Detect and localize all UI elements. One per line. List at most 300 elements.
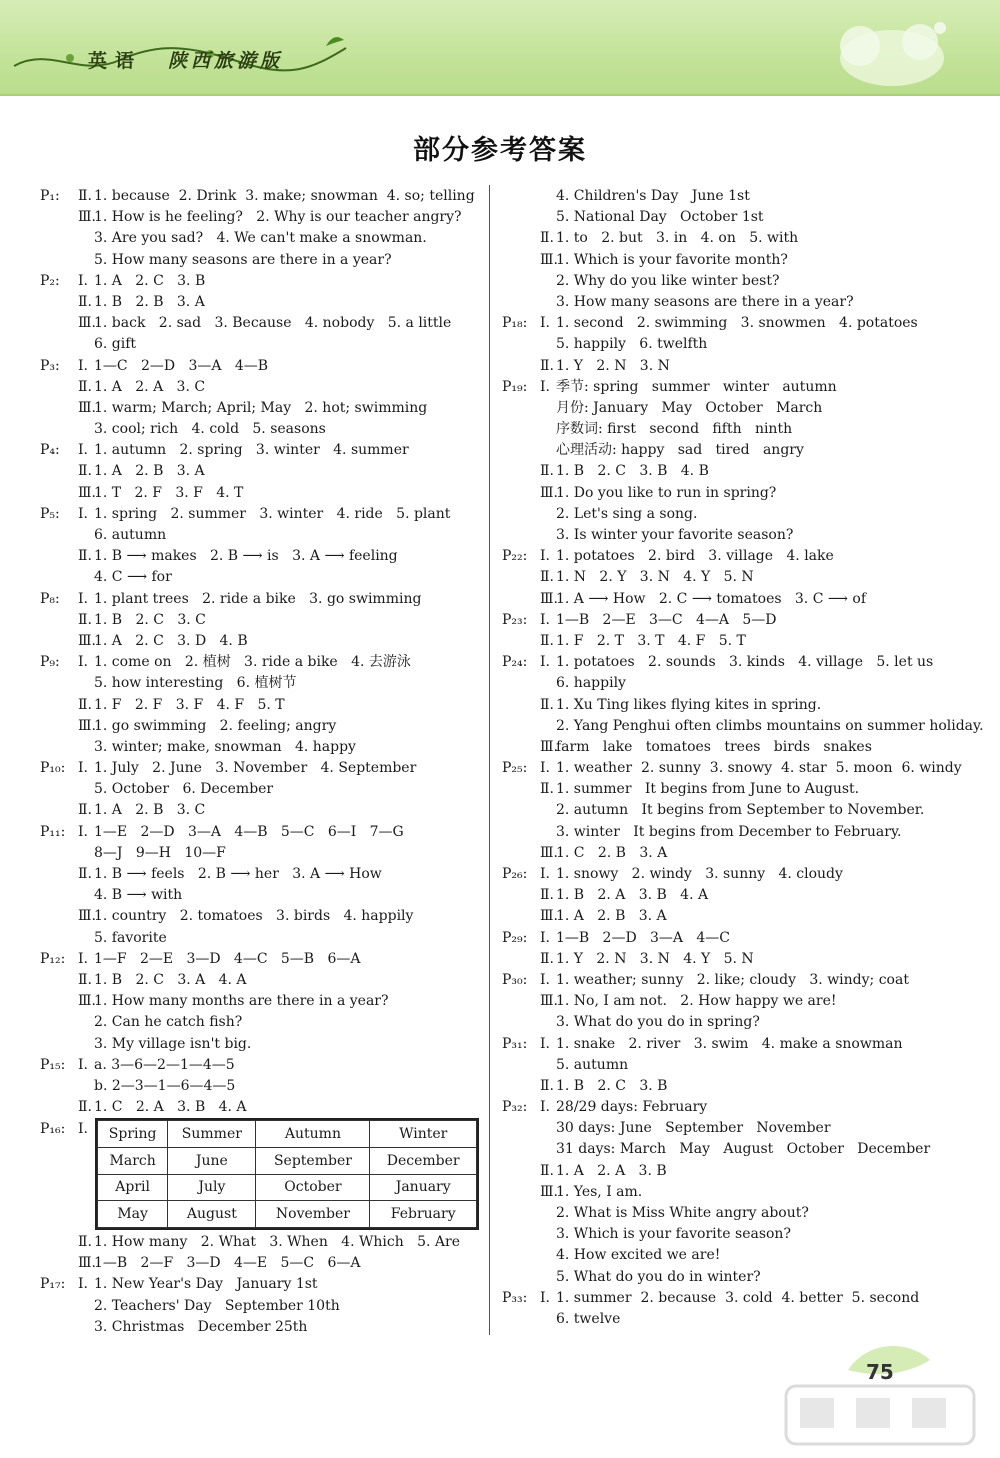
answer-line	[40, 800, 480, 821]
answer-line	[40, 250, 480, 271]
section-numeral: Ⅲ.	[540, 484, 558, 501]
answer-text: 1. T 2. F 3. F 4. T	[94, 484, 244, 501]
answer-text: 5. autumn	[556, 1056, 629, 1073]
answer-line	[40, 1076, 480, 1097]
answer-line	[40, 652, 480, 673]
section-numeral: Ⅱ.	[540, 1077, 554, 1094]
page-ref: P₁₀:	[40, 760, 66, 777]
section-numeral: Ⅲ.	[78, 632, 96, 649]
answer-line	[502, 758, 972, 779]
answer-line	[40, 695, 480, 716]
page-ref: P₂₂:	[502, 548, 528, 565]
table-row	[98, 1174, 477, 1201]
section-numeral: Ⅱ.	[78, 802, 92, 819]
section-numeral: Ⅱ.	[78, 866, 92, 882]
table-cell: April	[98, 1174, 168, 1201]
answer-line	[502, 334, 972, 355]
answer-line	[502, 610, 972, 631]
answer-text: 5. How many seasons are there in a year?	[94, 251, 392, 268]
season-table	[95, 1118, 479, 1230]
page-ref: P₂₆:	[502, 866, 528, 882]
answer-text: 3. How many seasons are there in a year?	[556, 293, 854, 310]
answer-line	[502, 1309, 972, 1330]
answer-text: 1. A 2. C 3. D 4. B	[94, 632, 248, 649]
page-ref: P₂:	[40, 272, 60, 289]
answer-text: 1. potatoes 2. sounds 3. kinds 4. village 5. let us	[556, 654, 934, 671]
answer-text: 1. snake 2. river 3. swim 4. make a snowman	[556, 1035, 903, 1052]
answer-line	[40, 1012, 480, 1033]
section-numeral: Ⅱ.	[540, 781, 554, 798]
answer-line	[502, 822, 972, 843]
section-numeral: Ⅰ.	[78, 823, 88, 840]
answer-line	[40, 779, 480, 800]
page-ref: P₉:	[40, 654, 60, 671]
answer-line	[502, 949, 972, 970]
section-numeral: Ⅲ.	[540, 738, 558, 755]
page-ref: P₃:	[40, 357, 60, 374]
answer-text: 8—J 9—H 10—F	[94, 844, 226, 861]
section-numeral: Ⅲ.	[540, 993, 558, 1010]
answer-line	[40, 1253, 480, 1274]
section-numeral: Ⅲ.	[540, 908, 558, 925]
answer-text: 3. Are you sad? 4. We can't make a snowman.	[94, 230, 427, 247]
answer-text: 1. to 2. but 3. in 4. on 5. with	[556, 230, 799, 247]
section-numeral: Ⅰ.	[540, 378, 550, 395]
answer-line	[502, 1288, 972, 1309]
answer-text: 1. B 2. A 3. B 4. A	[556, 887, 709, 904]
section-numeral: Ⅰ.	[78, 590, 88, 607]
answer-text: 1. C 2. A 3. B 4. A	[94, 1099, 247, 1116]
answer-line	[40, 1296, 480, 1317]
answer-text: 1. B ⟶ makes 2. B ⟶ is 3. A ⟶ feeling	[94, 548, 398, 565]
answer-line	[40, 292, 480, 313]
section-numeral: Ⅲ.	[78, 315, 96, 332]
section-numeral: Ⅰ.	[540, 1035, 550, 1052]
section-numeral: Ⅲ.	[540, 844, 558, 861]
section-numeral: Ⅰ.	[540, 866, 550, 882]
answer-text: 1. country 2. tomatoes 3. birds 4. happily	[94, 908, 414, 925]
answer-line	[502, 1139, 972, 1160]
answer-text: 6. autumn	[94, 527, 167, 543]
answer-text: 1. No, I am not. 2. How happy we are!	[556, 993, 837, 1010]
answer-line	[40, 334, 480, 355]
section-numeral: Ⅰ.	[540, 654, 550, 671]
answer-text: 序数词: first second fifth ninth	[556, 421, 793, 438]
section-numeral: Ⅰ.	[540, 971, 550, 988]
answer-line	[40, 207, 480, 228]
column-divider	[489, 185, 490, 1335]
edition-label: 陕西旅游版	[168, 50, 284, 72]
section-numeral: Ⅱ.	[540, 696, 554, 713]
section-numeral: Ⅱ.	[540, 357, 554, 374]
page-ref: P₃₃:	[502, 1289, 528, 1306]
answer-text: 31 days: March May August October December	[556, 1141, 931, 1158]
answer-text: 2. autumn It begins from September to November.	[556, 802, 925, 819]
answer-line	[502, 186, 972, 207]
left-answer-column	[40, 186, 480, 1118]
page-ref: P₃₁:	[502, 1035, 528, 1052]
answer-text: 1. Y 2. N 3. N 4. Y 5. N	[556, 950, 754, 967]
answer-line	[40, 885, 480, 906]
table-row	[98, 1121, 477, 1148]
watermark-logo-icon	[780, 1380, 980, 1450]
page-title: 部分参考答案	[413, 135, 587, 166]
section-numeral: Ⅰ.	[78, 950, 88, 967]
answer-text: 1. A 2. A 3. B	[556, 1162, 667, 1179]
page-ref: P₃₂:	[502, 1099, 528, 1116]
answer-text: 1. B 2. B 3. A	[94, 293, 205, 310]
answer-text: 1. July 2. June 3. November 4. September	[94, 760, 417, 777]
answer-text: 1. How many months are there in a year?	[94, 993, 389, 1010]
answer-text: 1. B ⟶ feels 2. B ⟶ her 3. A ⟶ How	[94, 866, 382, 882]
answer-line	[40, 546, 480, 567]
answer-text: 1. potatoes 2. bird 3. village 4. lake	[556, 548, 834, 565]
answer-line	[502, 800, 972, 821]
answer-text: 1. autumn 2. spring 3. winter 4. summer	[94, 442, 409, 459]
section-numeral: Ⅱ.	[78, 293, 92, 310]
answer-line	[40, 1034, 480, 1055]
answer-line	[40, 610, 480, 631]
page-ref: P₂₃:	[502, 611, 528, 628]
page-ref: P₁₈:	[502, 315, 528, 332]
section-numeral: Ⅰ.	[540, 760, 550, 777]
answer-text: 1. summer It begins from June to August.	[556, 781, 860, 798]
answer-text: 3. My village isn't big.	[94, 1035, 252, 1052]
answer-text: 1. back 2. sad 3. Because 4. nobody 5. a little	[94, 315, 452, 332]
answer-text: 2. Teachers' Day September 10th	[94, 1297, 340, 1314]
answer-text: 1. F 2. F 3. F 4. F 5. T	[94, 696, 285, 713]
section-numeral: Ⅰ.	[78, 1056, 88, 1073]
answer-line	[502, 673, 972, 694]
answer-text: 季节: spring summer winter autumn	[556, 378, 837, 395]
section-numeral: Ⅰ.	[78, 505, 88, 522]
answer-line	[502, 398, 972, 419]
answer-text: 28/29 days: February	[556, 1099, 708, 1116]
answer-text: 2. Yang Penghui often climbs mountains on summer holiday.	[556, 717, 984, 734]
answer-line	[40, 525, 480, 546]
answer-line	[502, 567, 972, 588]
answer-line	[40, 504, 480, 525]
answer-line	[40, 737, 480, 758]
answer-line	[502, 504, 972, 525]
answer-text: 1. A ⟶ How 2. C ⟶ tomatoes 3. C ⟶ of	[556, 590, 867, 607]
answer-text: 1. A 2. B 3. C	[94, 802, 206, 819]
answer-text: b. 2—3—1—6—4—5	[94, 1077, 236, 1094]
page-ref: P₁₅:	[40, 1056, 66, 1073]
answer-line	[40, 949, 480, 970]
section-numeral: Ⅰ.	[540, 548, 550, 565]
answer-line	[502, 1182, 972, 1203]
answer-line	[502, 1118, 972, 1139]
answer-text: 3. winter; make, snowman 4. happy	[94, 738, 356, 755]
answer-text: 3. Which is your favorite season?	[556, 1226, 791, 1243]
section-numeral: Ⅱ.	[540, 632, 554, 649]
answer-line	[502, 356, 972, 377]
table-cell: Spring	[98, 1121, 168, 1148]
table-cell: September	[256, 1147, 370, 1174]
answer-text: 1. A 2. B 3. A	[556, 908, 667, 925]
answer-text: 1. snowy 2. windy 3. sunny 4. cloudy	[556, 866, 843, 882]
answer-line	[502, 652, 972, 673]
answer-text: 1. New Year's Day January 1st	[94, 1276, 318, 1293]
answer-line	[40, 186, 480, 207]
section-numeral: Ⅰ.	[78, 272, 88, 289]
answer-line	[40, 228, 480, 249]
answer-text: 3. cool; rich 4. cold 5. seasons	[94, 421, 326, 438]
answer-text: 1. because 2. Drink 3. make; snowman 4. so; telling	[94, 188, 475, 204]
section-numeral: Ⅱ.	[78, 1234, 92, 1250]
answer-text: 1. summer 2. because 3. cold 4. better 5. second	[556, 1289, 920, 1306]
answer-line	[502, 207, 972, 228]
answer-text: 1. B 2. C 3. A 4. A	[94, 971, 247, 988]
table-cell: May	[98, 1201, 168, 1228]
answer-text: 1. Do you like to run in spring?	[556, 484, 777, 501]
answer-text: 3. Is winter your favorite season?	[556, 527, 794, 543]
answer-line	[40, 864, 480, 885]
answer-text: 1. plant trees 2. ride a bike 3. go swimming	[94, 590, 422, 607]
answer-line	[40, 1274, 480, 1295]
answer-line	[502, 737, 972, 758]
table-row	[98, 1147, 477, 1174]
answer-line	[502, 419, 972, 440]
page-ref: P₂₅:	[502, 760, 528, 777]
section-numeral: Ⅲ.	[540, 1183, 558, 1200]
answer-text: 6. happily	[556, 675, 626, 692]
section-numeral: Ⅲ.	[78, 209, 96, 226]
answer-text: 3. What do you do in spring?	[556, 1014, 760, 1031]
answer-text: farm lake tomatoes trees birds snakes	[556, 738, 872, 755]
section-numeral: Ⅱ.	[78, 1099, 92, 1116]
answer-line	[502, 1267, 972, 1288]
answer-text: 1. weather; sunny 2. like; cloudy 3. windy; coat	[556, 971, 909, 988]
answer-line	[502, 1076, 972, 1097]
answer-text: 3. Christmas December 25th	[94, 1318, 308, 1335]
answer-line	[502, 1012, 972, 1033]
answer-text: 1. A 2. C 3. B	[94, 272, 206, 289]
answer-line	[502, 589, 972, 610]
answer-line	[40, 991, 480, 1012]
section-numeral: Ⅰ.	[78, 357, 88, 374]
answer-line	[502, 1203, 972, 1224]
answer-line	[40, 843, 480, 864]
cloud-decoration-icon	[810, 8, 970, 92]
answer-line	[502, 695, 972, 716]
answer-text: 1. F 2. T 3. T 4. F 5. T	[556, 632, 746, 649]
answer-line	[502, 1097, 972, 1118]
answer-text: 1—F 2—E 3—D 4—C 5—B 6—A	[94, 950, 361, 967]
section-numeral: Ⅰ.	[540, 611, 550, 628]
answer-line	[502, 377, 972, 398]
answer-line	[502, 1034, 972, 1055]
answer-text: 30 days: June September November	[556, 1120, 831, 1137]
table-cell: February	[370, 1201, 477, 1228]
answer-line	[502, 928, 972, 949]
page-ref: P₁₇:	[40, 1276, 66, 1293]
answer-line	[40, 271, 480, 292]
answer-text: a. 3—6—2—1—4—5	[94, 1056, 235, 1073]
answer-text: 1. B 2. C 3. C	[94, 611, 206, 628]
answer-text: 心理活动: happy sad tired angry	[556, 442, 804, 459]
answer-line	[502, 250, 972, 271]
section-numeral: Ⅲ.	[78, 1255, 96, 1272]
section-numeral: Ⅱ.	[78, 696, 92, 713]
answer-line	[40, 419, 480, 440]
right-answer-column	[502, 186, 984, 1330]
answer-text: 1. C 2. B 3. A	[556, 844, 668, 861]
section-numeral: Ⅰ.	[78, 442, 88, 459]
answer-line	[40, 461, 480, 482]
answer-text: 4. C ⟶ for	[94, 569, 172, 586]
table-cell: January	[370, 1174, 477, 1201]
answer-line	[40, 673, 480, 694]
answer-text: 1. B 2. C 3. B 4. B	[556, 463, 709, 480]
section-numeral: Ⅰ.	[540, 1289, 550, 1306]
answer-line	[502, 716, 984, 737]
answer-line	[502, 843, 972, 864]
section-numeral: Ⅱ.	[78, 378, 92, 395]
answer-line	[502, 885, 972, 906]
answer-text: 1. N 2. Y 3. N 4. Y 5. N	[556, 569, 754, 586]
answer-text: 1—B 2—E 3—C 4—A 5—D	[556, 611, 777, 628]
page-ref: P₄:	[40, 442, 60, 459]
page-ref: P₃₀:	[502, 971, 528, 988]
answer-text: 4. Children's Day June 1st	[556, 188, 750, 204]
answer-line	[502, 970, 972, 991]
answer-line	[502, 906, 972, 927]
answer-text: 1. come on 2. 植树 3. ride a bike 4. 去游泳	[94, 654, 411, 671]
section-numeral: Ⅱ.	[78, 971, 92, 988]
section-numeral: Ⅱ.	[540, 463, 554, 480]
answer-text: 6. gift	[94, 336, 137, 353]
table-cell: July	[168, 1174, 256, 1201]
answer-text: 4. B ⟶ with	[94, 887, 183, 904]
answer-line	[40, 928, 480, 949]
answer-text: 1. A 2. B 3. A	[94, 463, 205, 480]
header-banner	[0, 0, 1000, 96]
answer-line	[40, 1317, 480, 1338]
answer-line	[40, 440, 480, 461]
answer-text: 1. spring 2. summer 3. winter 4. ride 5. plant	[94, 505, 451, 522]
answer-line	[40, 313, 480, 334]
section-numeral: Ⅲ.	[78, 717, 96, 734]
answer-text: 4. How excited we are!	[556, 1247, 721, 1264]
answer-line	[502, 461, 972, 482]
table-cell: Autumn	[256, 1121, 370, 1148]
answer-line	[502, 313, 972, 334]
answer-text: 1. Xu Ting likes flying kites in spring.	[556, 696, 822, 713]
answer-line	[502, 271, 972, 292]
subject-label: 英语	[88, 50, 143, 72]
page-ref: P₁₉:	[502, 378, 528, 395]
table-cell: October	[256, 1174, 370, 1201]
answer-line	[502, 546, 972, 567]
answer-text: 1. second 2. swimming 3. snowmen 4. potatoes	[556, 315, 918, 332]
section-numeral: Ⅲ.	[78, 399, 96, 416]
answer-text: 1. A 2. A 3. C	[94, 378, 206, 395]
answer-line	[502, 1055, 972, 1076]
table-row	[98, 1201, 477, 1228]
table-label: P₁₆: Ⅰ.	[40, 1121, 88, 1137]
answer-text: 1. warm; March; April; May 2. hot; swimming	[94, 399, 428, 416]
section-numeral: Ⅲ.	[540, 251, 558, 268]
answer-line	[40, 758, 480, 779]
answer-text: 1—C 2—D 3—A 4—B	[94, 357, 269, 374]
page-ref: P₂₉:	[502, 929, 528, 946]
answer-line	[502, 631, 972, 652]
section-numeral: Ⅲ.	[78, 908, 96, 925]
section-numeral: Ⅰ.	[540, 1099, 550, 1116]
answer-text: 2. What is Miss White angry about?	[556, 1205, 809, 1221]
answer-line	[502, 1224, 972, 1245]
answer-text: 1. weather 2. sunny 3. snowy 4. star 5. moon 6. windy	[556, 760, 962, 777]
page-ref: P₁₂:	[40, 950, 66, 967]
answer-text: 5. National Day October 1st	[556, 209, 764, 226]
answer-line	[502, 1161, 972, 1182]
answer-line	[502, 864, 972, 885]
section-numeral: Ⅱ.	[78, 548, 92, 565]
section-numeral: Ⅲ.	[78, 484, 96, 501]
answer-line	[40, 567, 480, 588]
answer-line	[40, 631, 480, 652]
section-numeral: Ⅱ.	[540, 569, 554, 586]
answer-text: 5. favorite	[94, 929, 167, 946]
answer-text: 5. happily 6. twelfth	[556, 336, 708, 353]
answer-line	[40, 716, 480, 737]
answer-text: 5. October 6. December	[94, 781, 274, 798]
answer-text: 月份: January May October March	[556, 399, 823, 416]
section-numeral: Ⅰ.	[540, 929, 550, 946]
table-cell: Winter	[370, 1121, 477, 1148]
section-numeral: Ⅰ.	[78, 1276, 88, 1293]
page-ref: P₅:	[40, 505, 60, 522]
page-ref: P₂₄:	[502, 654, 528, 671]
page-number: 75	[866, 1360, 894, 1384]
answer-text: 1—B 2—D 3—A 4—C	[556, 929, 731, 946]
table-cell: August	[168, 1201, 256, 1228]
section-numeral: Ⅱ.	[540, 887, 554, 904]
answer-line	[502, 779, 972, 800]
section-numeral: Ⅲ.	[540, 590, 558, 607]
table-cell: March	[98, 1147, 168, 1174]
answer-line	[502, 1245, 972, 1266]
answer-text: 2. Why do you like winter best?	[556, 272, 780, 289]
section-numeral: Ⅲ.	[78, 993, 96, 1010]
answer-line	[502, 483, 972, 504]
section-numeral: Ⅱ.	[78, 188, 92, 204]
answer-line	[40, 483, 480, 504]
section-numeral: Ⅱ.	[540, 230, 554, 247]
answer-text: 1. Y 2. N 3. N	[556, 357, 670, 374]
answer-text: 1. Yes, I am.	[556, 1183, 643, 1200]
answer-text: 1. Which is your favorite month?	[556, 251, 788, 268]
table-cell: Summer	[168, 1121, 256, 1148]
page-ref: P₁:	[40, 188, 60, 204]
answer-line	[502, 525, 972, 546]
answer-text: 1—E 2—D 3—A 4—B 5—C 6—I 7—G	[94, 823, 404, 840]
answer-line	[40, 822, 480, 843]
section-numeral: Ⅱ.	[540, 950, 554, 967]
page-ref: P₈:	[40, 590, 60, 607]
answer-text: 2. Can he catch fish?	[94, 1014, 243, 1031]
answer-line	[40, 398, 480, 419]
section-numeral: Ⅰ.	[78, 654, 88, 671]
answer-line	[40, 377, 480, 398]
answer-line	[40, 906, 480, 927]
answer-text: 6. twelve	[556, 1310, 621, 1327]
answer-line	[40, 1097, 480, 1118]
left-answer-column-continued	[40, 1232, 480, 1338]
table-cell: December	[370, 1147, 477, 1174]
